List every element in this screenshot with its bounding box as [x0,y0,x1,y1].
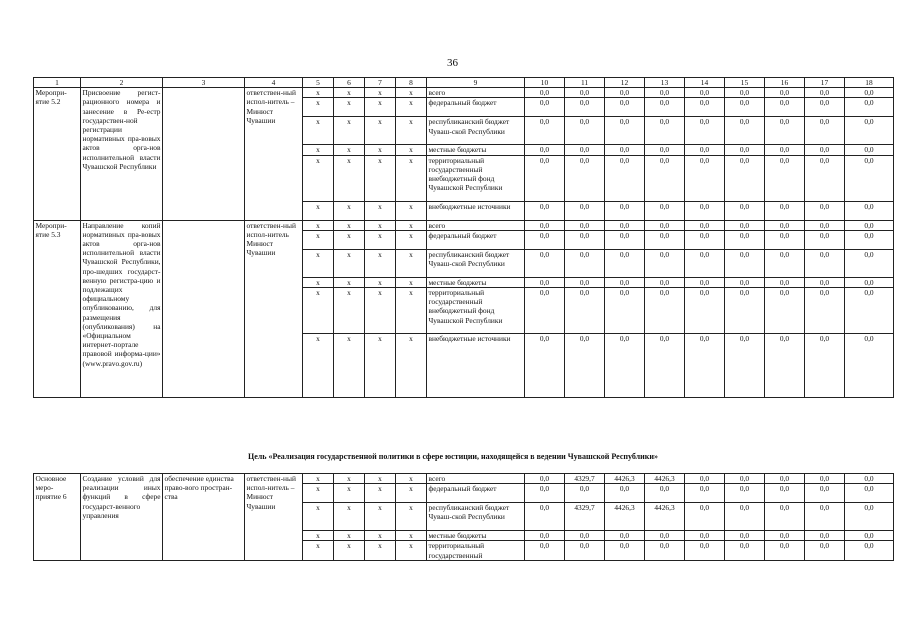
funding-value: 0,0 [645,220,685,230]
funding-value: 0,0 [605,201,645,220]
x-mark: x [334,88,365,98]
funding-value: 0,0 [525,288,565,334]
funding-value: 0,0 [765,220,805,230]
funding-value: 0,0 [805,503,845,531]
funding-value: 0,0 [685,277,725,287]
event-description: Создание условий для реализации иных функций в сфере государст-венного управления [81,474,163,561]
column-header: 6 [334,78,365,88]
funding-value: 0,0 [725,277,765,287]
funding-value: 0,0 [645,117,685,145]
x-mark: x [303,249,334,277]
x-mark: x [334,230,365,249]
x-mark: x [303,155,334,201]
funding-value: 0,0 [685,220,725,230]
funding-value: 0,0 [845,277,894,287]
funding-value: 0,0 [725,155,765,201]
funding-value: 0,0 [645,155,685,201]
funding-value: 0,0 [685,230,725,249]
x-mark: x [365,201,396,220]
funding-value: 0,0 [805,220,845,230]
funding-value: 0,0 [845,98,894,117]
funding-value: 0,0 [805,249,845,277]
funding-value: 0,0 [805,201,845,220]
funding-value: 0,0 [565,88,605,98]
funding-value: 0,0 [605,484,645,503]
funding-value: 0,0 [525,88,565,98]
funding-value: 0,0 [645,531,685,541]
event-code: Меропри-ятие 5.2 [34,88,81,220]
x-mark: x [365,288,396,334]
funding-value: 0,0 [765,117,805,145]
funding-value: 0,0 [685,484,725,503]
column-header: 3 [163,78,245,88]
column-header: 18 [845,78,894,88]
funding-value: 0,0 [805,541,845,560]
x-mark: x [334,249,365,277]
x-mark: x [396,98,427,117]
x-mark: x [334,474,365,484]
x-mark: x [303,334,334,398]
funding-value: 0,0 [565,201,605,220]
funding-value: 0,0 [645,288,685,334]
funding-value: 0,0 [605,541,645,560]
x-mark: x [365,117,396,145]
column-header: 9 [427,78,525,88]
funding-value: 0,0 [565,249,605,277]
funding-value: 0,0 [605,531,645,541]
funding-value: 0,0 [805,484,845,503]
funding-value: 0,0 [605,230,645,249]
x-mark: x [365,220,396,230]
funding-source: федеральный бюджет [427,98,525,117]
funding-value: 0,0 [765,277,805,287]
x-mark: x [365,230,396,249]
funding-value: 4426,3 [645,503,685,531]
funding-value: 0,0 [565,155,605,201]
goal-heading: Цель «Реализация государственной политики в сфере юстиции, находящейся в ведении Чувашской Республики» [247,452,658,461]
funding-value: 0,0 [805,88,845,98]
funding-value: 0,0 [605,145,645,155]
funding-value: 0,0 [565,220,605,230]
funding-value: 0,0 [525,277,565,287]
funding-value: 0,0 [645,230,685,249]
funding-value: 0,0 [685,145,725,155]
funding-value: 0,0 [725,484,765,503]
x-mark: x [303,503,334,531]
x-mark: x [396,155,427,201]
funding-value: 0,0 [805,155,845,201]
x-mark: x [365,249,396,277]
funding-value: 0,0 [645,277,685,287]
funding-value: 0,0 [685,155,725,201]
x-mark: x [334,541,365,560]
table-row [34,474,894,484]
funding-source: территориальный государственный внебюджетный фонд Чувашской Республики [427,155,525,201]
funding-value: 0,0 [605,98,645,117]
header-row [34,78,894,88]
x-mark: x [334,531,365,541]
x-mark: x [365,503,396,531]
column-header: 5 [303,78,334,88]
funding-value: 0,0 [605,155,645,201]
x-mark: x [396,145,427,155]
x-mark: x [303,145,334,155]
funding-value: 0,0 [565,531,605,541]
funding-value: 0,0 [805,98,845,117]
x-mark: x [303,117,334,145]
funding-value: 0,0 [805,288,845,334]
funding-value: 0,0 [605,220,645,230]
funding-source: местные бюджеты [427,145,525,155]
funding-value: 0,0 [645,201,685,220]
funding-value: 0,0 [725,230,765,249]
x-mark: x [303,98,334,117]
funding-value: 4426,3 [605,474,645,484]
funding-value: 0,0 [645,541,685,560]
funding-value: 0,0 [565,230,605,249]
column-header: 17 [805,78,845,88]
funding-value: 0,0 [725,88,765,98]
funding-value: 0,0 [525,220,565,230]
funding-value: 0,0 [805,145,845,155]
funding-value: 0,0 [525,541,565,560]
funding-value: 0,0 [845,145,894,155]
funding-value: 0,0 [525,201,565,220]
funding-value: 0,0 [645,249,685,277]
event-code: Основное меро-приятие 6 [34,474,81,561]
funding-value: 0,0 [525,98,565,117]
funding-value: 0,0 [845,484,894,503]
x-mark: x [396,541,427,560]
column-header: 11 [565,78,605,88]
funding-value: 0,0 [565,288,605,334]
funding-value: 0,0 [845,531,894,541]
column-header: 10 [525,78,565,88]
x-mark: x [303,201,334,220]
funding-source: территориальный государственный [427,541,525,560]
funding-value: 0,0 [765,98,805,117]
x-mark: x [396,220,427,230]
x-mark: x [396,277,427,287]
column-header: 2 [81,78,163,88]
event-description: Присвоение регист-рационного номера и занесение в Ре-естр государствен-ной регистрации нормативных пра-вовых актов орга-нов исполнительной власти Чувашской Республики [81,88,163,220]
funding-value: 4426,3 [605,503,645,531]
x-mark: x [365,155,396,201]
funding-value: 0,0 [845,503,894,531]
funding-value: 0,0 [765,288,805,334]
x-mark: x [303,484,334,503]
funding-value: 4426,3 [645,474,685,484]
x-mark: x [365,88,396,98]
x-mark: x [396,201,427,220]
funding-source: местные бюджеты [427,277,525,287]
x-mark: x [365,531,396,541]
x-mark: x [334,220,365,230]
funding-source: федеральный бюджет [427,484,525,503]
funding-value: 0,0 [765,249,805,277]
funding-value: 0,0 [605,117,645,145]
x-mark: x [396,117,427,145]
funding-value: 0,0 [685,334,725,398]
x-mark: x [303,541,334,560]
funding-value: 0,0 [845,334,894,398]
funding-value: 0,0 [845,117,894,145]
funding-value: 0,0 [765,503,805,531]
x-mark: x [303,230,334,249]
funding-value: 0,0 [565,145,605,155]
funding-value: 0,0 [845,220,894,230]
responsible-executor: ответствен-ный испол-нитель – Минюст Чувашии [245,474,303,561]
x-mark: x [334,288,365,334]
table-row [34,220,894,230]
x-mark: x [365,145,396,155]
funding-value: 0,0 [685,503,725,531]
x-mark: x [365,474,396,484]
funding-value: 0,0 [525,503,565,531]
funding-value: 0,0 [645,98,685,117]
funding-value: 0,0 [725,220,765,230]
column-header: 8 [396,78,427,88]
x-mark: x [365,277,396,287]
funding-value: 0,0 [525,249,565,277]
budget-table-goal [33,473,894,561]
funding-value: 0,0 [725,474,765,484]
funding-value: 0,0 [765,484,805,503]
column-header: 13 [645,78,685,88]
x-mark: x [396,484,427,503]
funding-source: внебюджетные источники [427,201,525,220]
funding-value: 0,0 [845,155,894,201]
funding-value: 0,0 [605,288,645,334]
funding-value: 0,0 [525,531,565,541]
event-goal [163,88,245,220]
funding-value: 0,0 [645,145,685,155]
funding-value: 0,0 [845,474,894,484]
x-mark: x [303,474,334,484]
column-header: 1 [34,78,81,88]
funding-source: всего [427,88,525,98]
funding-value: 0,0 [725,503,765,531]
x-mark: x [396,531,427,541]
funding-value: 0,0 [765,230,805,249]
funding-value: 0,0 [765,531,805,541]
responsible-executor: ответствен-ный испол-нитель Минюст Чувашии [245,220,303,397]
funding-value: 0,0 [805,474,845,484]
x-mark: x [334,117,365,145]
funding-value: 0,0 [805,117,845,145]
funding-value: 0,0 [805,230,845,249]
funding-value: 0,0 [765,334,805,398]
funding-value: 0,0 [725,249,765,277]
funding-value: 0,0 [565,117,605,145]
funding-value: 0,0 [845,541,894,560]
funding-source: республиканский бюджет Чуваш-ской Республики [427,249,525,277]
x-mark: x [334,145,365,155]
funding-source: внебюджетные источники [427,334,525,398]
funding-source: всего [427,474,525,484]
x-mark: x [396,249,427,277]
column-header: 15 [725,78,765,88]
funding-value: 0,0 [765,145,805,155]
x-mark: x [334,277,365,287]
funding-value: 0,0 [685,474,725,484]
funding-value: 0,0 [765,474,805,484]
column-header: 16 [765,78,805,88]
funding-value: 0,0 [565,277,605,287]
funding-value: 0,0 [725,531,765,541]
funding-value: 0,0 [525,155,565,201]
budget-table-main [33,77,894,398]
event-goal: обеспечение единства право-вого простран-ства [163,474,245,561]
x-mark: x [334,155,365,201]
funding-value: 0,0 [565,484,605,503]
x-mark: x [334,201,365,220]
funding-value: 0,0 [765,88,805,98]
funding-value: 0,0 [605,334,645,398]
x-mark: x [396,334,427,398]
column-header: 4 [245,78,303,88]
column-header: 12 [605,78,645,88]
funding-value: 0,0 [805,531,845,541]
funding-value: 0,0 [725,201,765,220]
table-row [34,88,894,98]
funding-value: 0,0 [685,531,725,541]
x-mark: x [303,277,334,287]
x-mark: x [396,503,427,531]
funding-value: 0,0 [845,230,894,249]
event-goal [163,220,245,397]
funding-value: 0,0 [525,474,565,484]
funding-value: 0,0 [725,117,765,145]
funding-value: 0,0 [805,334,845,398]
x-mark: x [365,484,396,503]
funding-value: 0,0 [845,88,894,98]
x-mark: x [303,88,334,98]
funding-value: 0,0 [645,484,685,503]
funding-value: 0,0 [805,277,845,287]
funding-value: 0,0 [685,249,725,277]
funding-value: 4329,7 [565,503,605,531]
column-header: 7 [365,78,396,88]
funding-value: 0,0 [685,88,725,98]
x-mark: x [396,88,427,98]
funding-value: 0,0 [605,88,645,98]
funding-value: 0,0 [685,98,725,117]
responsible-executor: ответствен-ный испол-нитель – Минюст Чувашии [245,88,303,220]
x-mark: x [396,288,427,334]
event-code: Меропри-ятие 5.3 [34,220,81,397]
funding-value: 0,0 [525,484,565,503]
event-description: Направление копий нормативных пра-вовых актов орга-нов исполнительной власти Чувашской Республики, про-шедших государст-венную регистра-цию и подлежащих официальному опубликованию, для размещения (опубликования) на «Официальном интернет-портале правовой информа-ции» (www.pravo.gov.ru) [81,220,163,397]
funding-value: 0,0 [525,334,565,398]
x-mark: x [303,531,334,541]
x-mark: x [334,98,365,117]
funding-value: 0,0 [565,541,605,560]
funding-value: 0,0 [725,288,765,334]
funding-value: 0,0 [685,288,725,334]
funding-value: 0,0 [725,334,765,398]
x-mark: x [334,484,365,503]
x-mark: x [303,288,334,334]
x-mark: x [396,230,427,249]
funding-source: всего [427,220,525,230]
x-mark: x [303,220,334,230]
column-header: 14 [685,78,725,88]
x-mark: x [365,334,396,398]
funding-value: 0,0 [565,334,605,398]
funding-value: 0,0 [685,117,725,145]
funding-value: 4329,7 [565,474,605,484]
funding-value: 0,0 [845,249,894,277]
page-number: 36 [447,57,458,69]
x-mark: x [365,98,396,117]
x-mark: x [334,503,365,531]
x-mark: x [396,474,427,484]
funding-value: 0,0 [845,201,894,220]
funding-value: 0,0 [845,288,894,334]
funding-value: 0,0 [685,541,725,560]
funding-value: 0,0 [525,230,565,249]
funding-value: 0,0 [765,201,805,220]
funding-source: республиканский бюджет Чуваш-ской Республики [427,117,525,145]
funding-value: 0,0 [765,541,805,560]
x-mark: x [365,541,396,560]
funding-value: 0,0 [525,117,565,145]
funding-source: территориальный государственный внебюджетный фонд Чувашской Республики [427,288,525,334]
funding-source: федеральный бюджет [427,230,525,249]
x-mark: x [334,334,365,398]
funding-value: 0,0 [725,541,765,560]
funding-value: 0,0 [605,249,645,277]
funding-value: 0,0 [525,145,565,155]
funding-value: 0,0 [605,277,645,287]
funding-value: 0,0 [725,98,765,117]
funding-value: 0,0 [765,155,805,201]
funding-value: 0,0 [725,145,765,155]
funding-value: 0,0 [645,334,685,398]
funding-value: 0,0 [645,88,685,98]
funding-value: 0,0 [685,201,725,220]
funding-value: 0,0 [565,98,605,117]
funding-source: республиканский бюджет Чуваш-ской Республики [427,503,525,531]
funding-source: местные бюджеты [427,531,525,541]
